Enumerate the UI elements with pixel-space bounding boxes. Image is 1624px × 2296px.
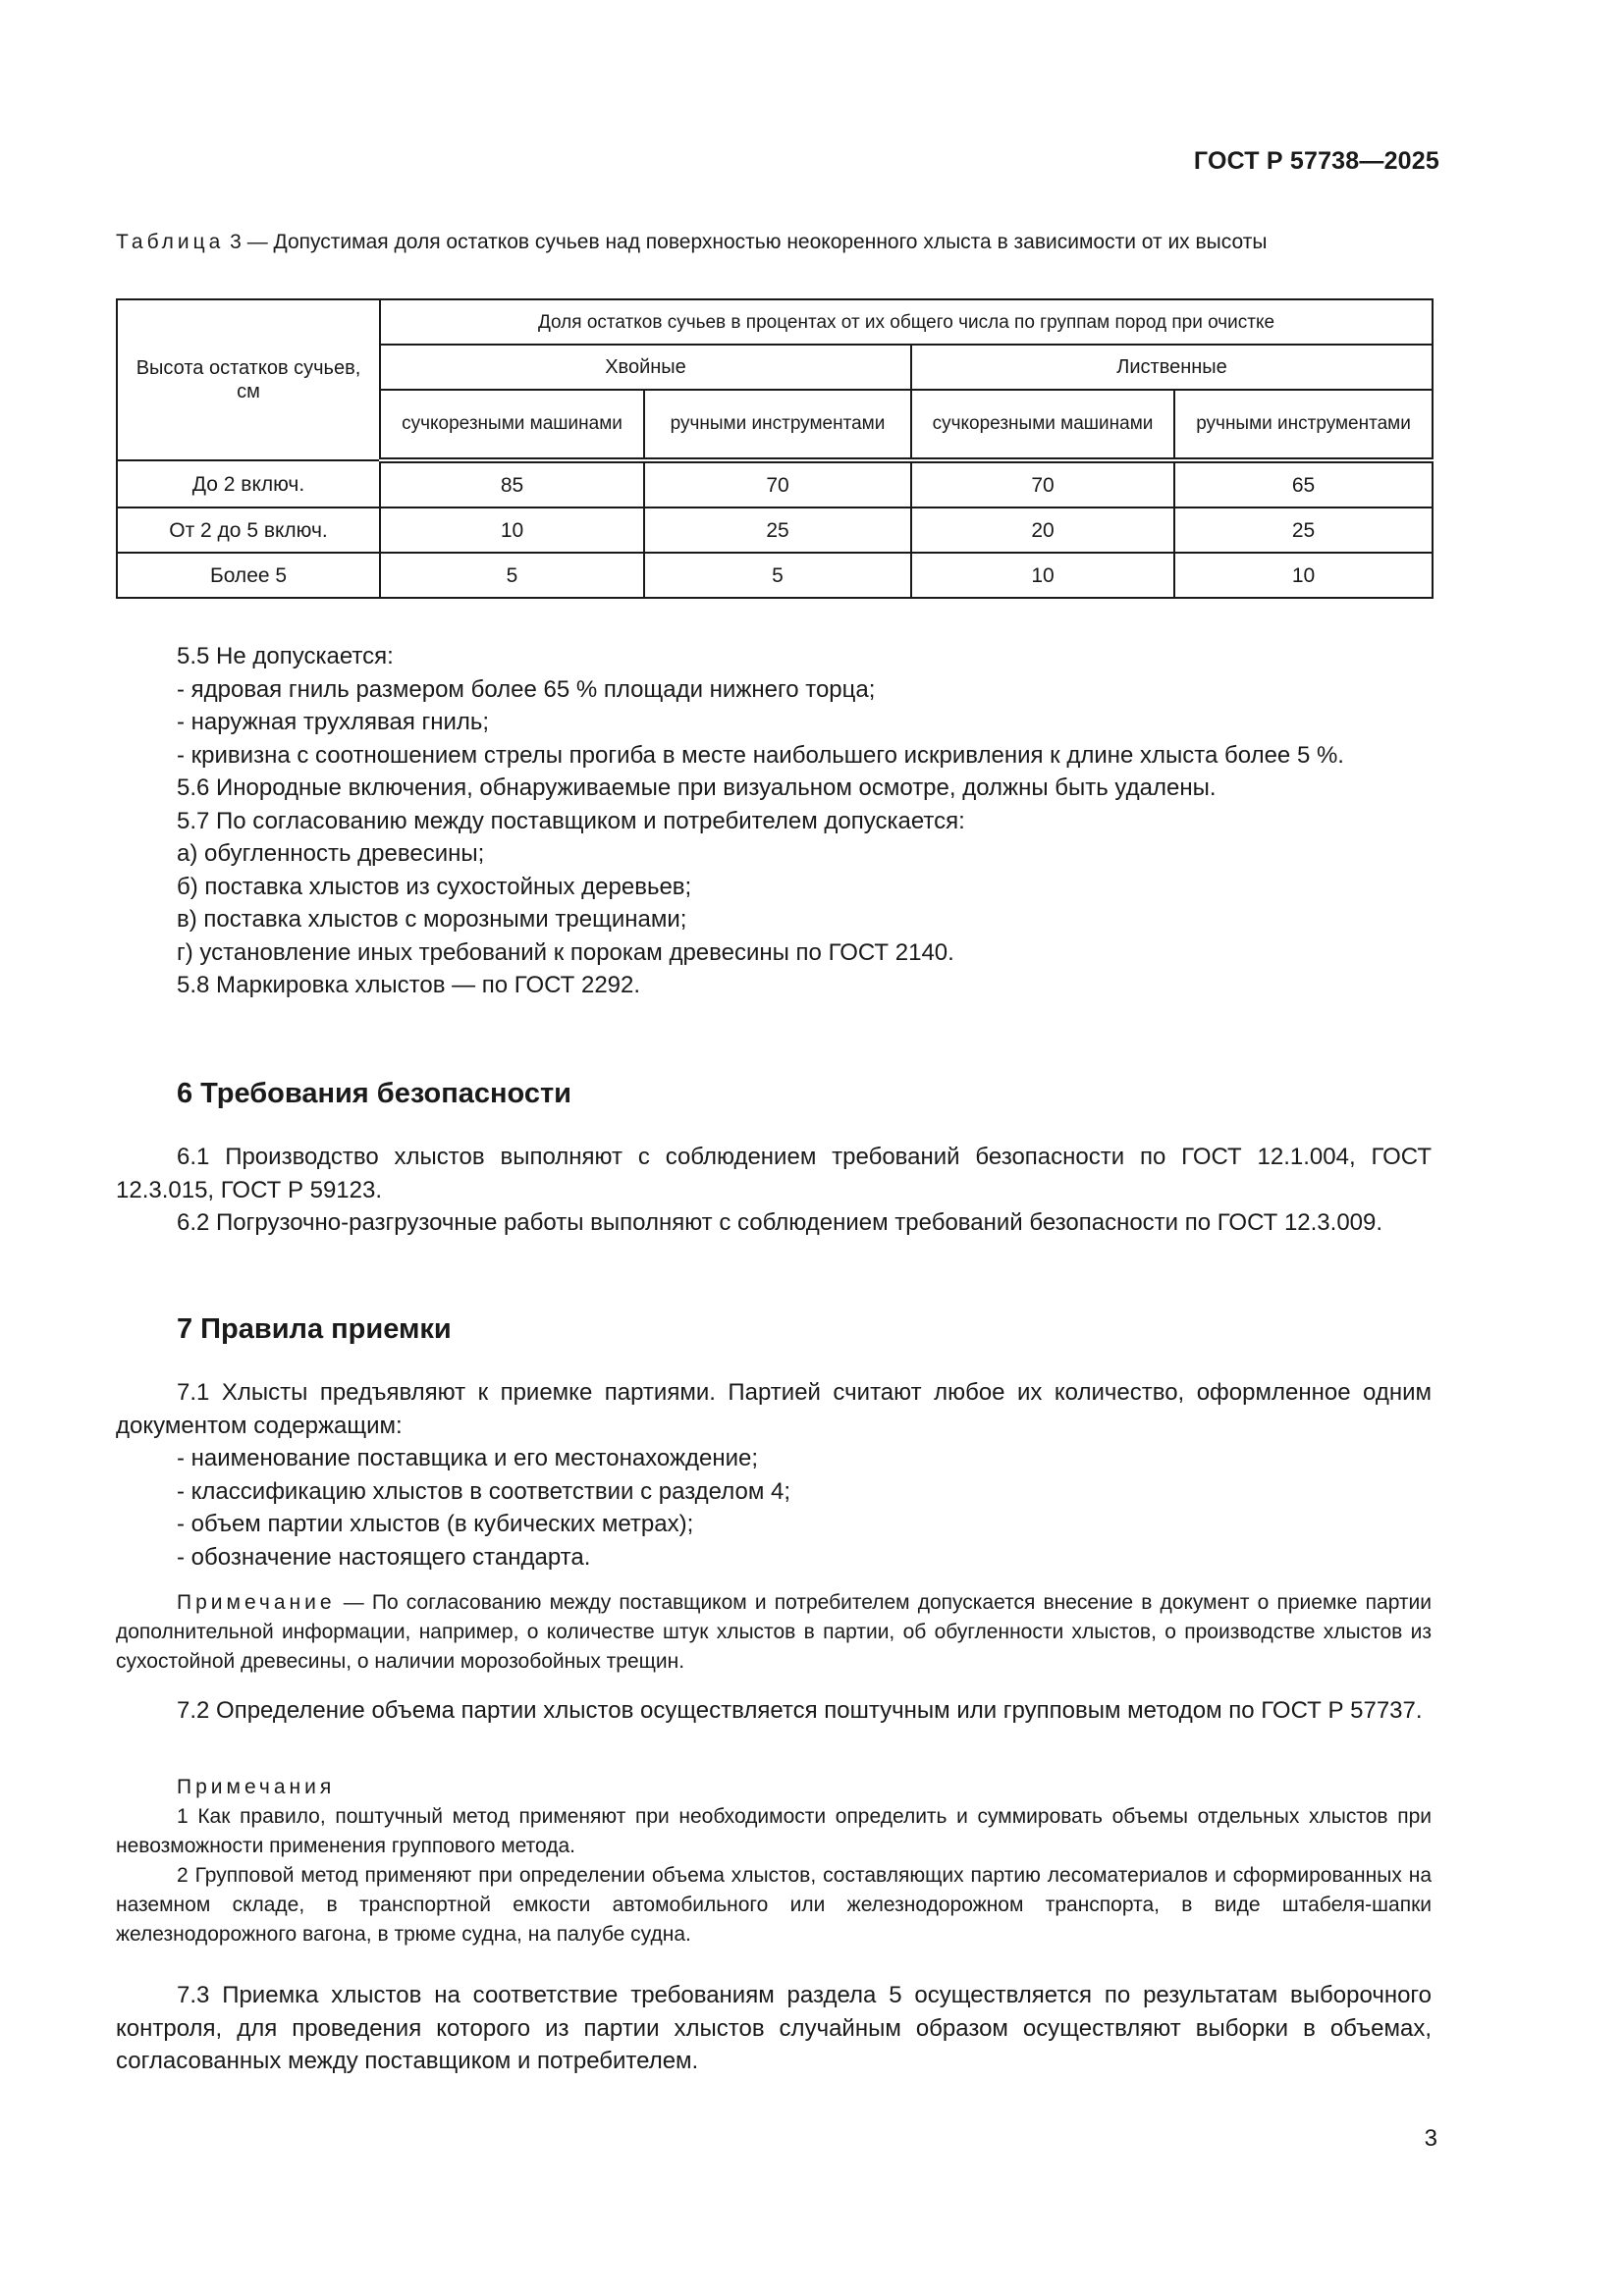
clause-5-8: 5.8 Маркировка хлыстов — по ГОСТ 2292. xyxy=(177,972,641,998)
list-item: - обозначение настоящего стандарта. xyxy=(177,1543,591,1571)
section-6 xyxy=(116,1078,1432,1111)
row-label: Более 5 xyxy=(117,553,380,598)
list-item: - кривизна с соотношением стрелы прогиба в месте наибольшего искривления к длине хлыста более 5 %. xyxy=(177,741,1344,769)
section-7 xyxy=(116,1313,1432,1347)
group-conifers: Хвойные xyxy=(380,345,911,390)
table-caption-text: 3 — Допустимая доля остатков сучьев над поверхностью неокоренного хлыста в зависимости от их высоты xyxy=(224,231,1268,253)
cell: 25 xyxy=(644,507,911,553)
notes-7-2 xyxy=(116,1773,1432,1949)
list-item: - объем партии хлыстов (в кубических метрах); xyxy=(177,1511,694,1537)
note-item: 2 Групповой метод применяют при определении объема хлыстов, составляющих партию лесоматериалов и сформированных на наземном складе, в транспортной емкости автомобильного или железнодорожном транспорта, в виде штабеля-шапки железнодорожного вагона, в трюме судна, на палубе судна. xyxy=(116,1864,1432,1946)
clause-5-5: 5.5 Не допускается: xyxy=(177,643,394,669)
subcolumn-header: сучкорезными машинами xyxy=(380,390,644,460)
note-item: 1 Как правило, поштучный метод применяют при необходимости определить и суммировать объемы отдельных хлыстов при невозможности применения группового метода. xyxy=(116,1805,1432,1857)
cell: 10 xyxy=(911,553,1174,598)
row-header: Высота остатков сучьев, см xyxy=(117,299,380,460)
group-header: Доля остатков сучьев в процентах от их общего числа по группам пород при очистке xyxy=(380,299,1433,345)
row-label: От 2 до 5 включ. xyxy=(117,507,380,553)
cell: 85 xyxy=(380,460,644,507)
list-item: - наружная трухлявая гниль; xyxy=(177,709,490,735)
cell: 70 xyxy=(644,460,911,507)
knot-residue-table xyxy=(116,298,1434,599)
subcolumn-header: сучкорезными машинами xyxy=(911,390,1174,460)
table-row xyxy=(117,460,1433,507)
clause-5-6: 5.6 Инородные включения, обнаруживаемые при визуальном осмотре, должны быть удалены. xyxy=(177,774,1217,801)
list-item: в) поставка хлыстов с морозными трещинами; xyxy=(177,906,687,933)
page-number: 3 xyxy=(1424,2125,1437,2152)
table-row xyxy=(117,553,1433,598)
cell: 70 xyxy=(911,460,1174,507)
note-text: — По согласованию между поставщиком и потребителем допускается внесение в документ о приемке партии дополнительной информации, например, о количестве штук хлыстов в партии, об обугленности хлыстов, о производстве хлыстов из сухостойной древесины, о наличии морозобойных трещин. xyxy=(116,1591,1432,1673)
subcolumn-header: ручными инструментами xyxy=(1174,390,1433,460)
section-6-content xyxy=(116,1141,1432,1240)
list-item: а) обугленность древесины; xyxy=(177,840,485,867)
cell: 10 xyxy=(380,507,644,553)
table-caption xyxy=(116,226,1432,258)
cell: 25 xyxy=(1174,507,1433,553)
note-label: Примечание xyxy=(177,1591,336,1614)
cell: 5 xyxy=(380,553,644,598)
list-item: - классификацию хлыстов в соответствии с разделом 4; xyxy=(177,1477,791,1505)
list-item: - наименование поставщика и его местонахождение; xyxy=(177,1445,759,1471)
document-code: ГОСТ Р 57738—2025 xyxy=(1193,147,1439,175)
clause-7-1: 7.1 Хлысты предъявляют к приемке партиями. Партией считают любое их количество, оформленное одним документом содержащим: xyxy=(116,1379,1432,1439)
clause-5-7: 5.7 По согласованию между поставщиком и потребителем допускается: xyxy=(177,807,965,834)
notes-label: Примечания xyxy=(177,1776,336,1798)
cell: 5 xyxy=(644,553,911,598)
note-7-1 xyxy=(116,1588,1432,1677)
list-item: - ядровая гниль размером более 65 % площади нижнего торца; xyxy=(177,675,876,703)
clause-7-2: 7.2 Определение объема партии хлыстов осуществляется поштучным или групповым методом по ГОСТ Р 57737. xyxy=(177,1697,1423,1724)
list-item: г) установление иных требований к порокам древесины по ГОСТ 2140. xyxy=(177,938,954,966)
section-heading: 7 Правила приемки xyxy=(177,1313,452,1345)
group-deciduous: Лиственные xyxy=(911,345,1433,390)
cell: 20 xyxy=(911,507,1174,553)
clause-7-3-block xyxy=(116,1979,1432,2078)
list-item: б) поставка хлыстов из сухостойных деревьев; xyxy=(177,873,692,900)
clause-6-2: 6.2 Погрузочно-разгрузочные работы выполняют с соблюдением требований безопасности по ГОСТ 12.3.009. xyxy=(177,1209,1383,1236)
section-5-content xyxy=(116,640,1432,1002)
clause-7-2-block xyxy=(116,1694,1432,1728)
subcolumn-header: ручными инструментами xyxy=(644,390,911,460)
table-caption-label: Таблица xyxy=(116,231,225,253)
section-heading: 6 Требования безопасности xyxy=(177,1078,572,1109)
cell: 65 xyxy=(1174,460,1433,507)
clause-7-3: 7.3 Приемка хлыстов на соответствие требованиям раздела 5 осуществляется по результатам выборочного контроля, для проведения которого из партии хлыстов случайным образом осуществляют выборки в объемах, согласованных между поставщиком и потребителем. xyxy=(116,1982,1432,2074)
section-7-content xyxy=(116,1376,1432,1574)
row-label: До 2 включ. xyxy=(117,460,380,507)
cell: 10 xyxy=(1174,553,1433,598)
table-row xyxy=(117,507,1433,553)
clause-6-1: 6.1 Производство хлыстов выполняют с соблюдением требований безопасности по ГОСТ 12.1.004, ГОСТ 12.3.015, ГОСТ Р 59123. xyxy=(116,1144,1432,1203)
